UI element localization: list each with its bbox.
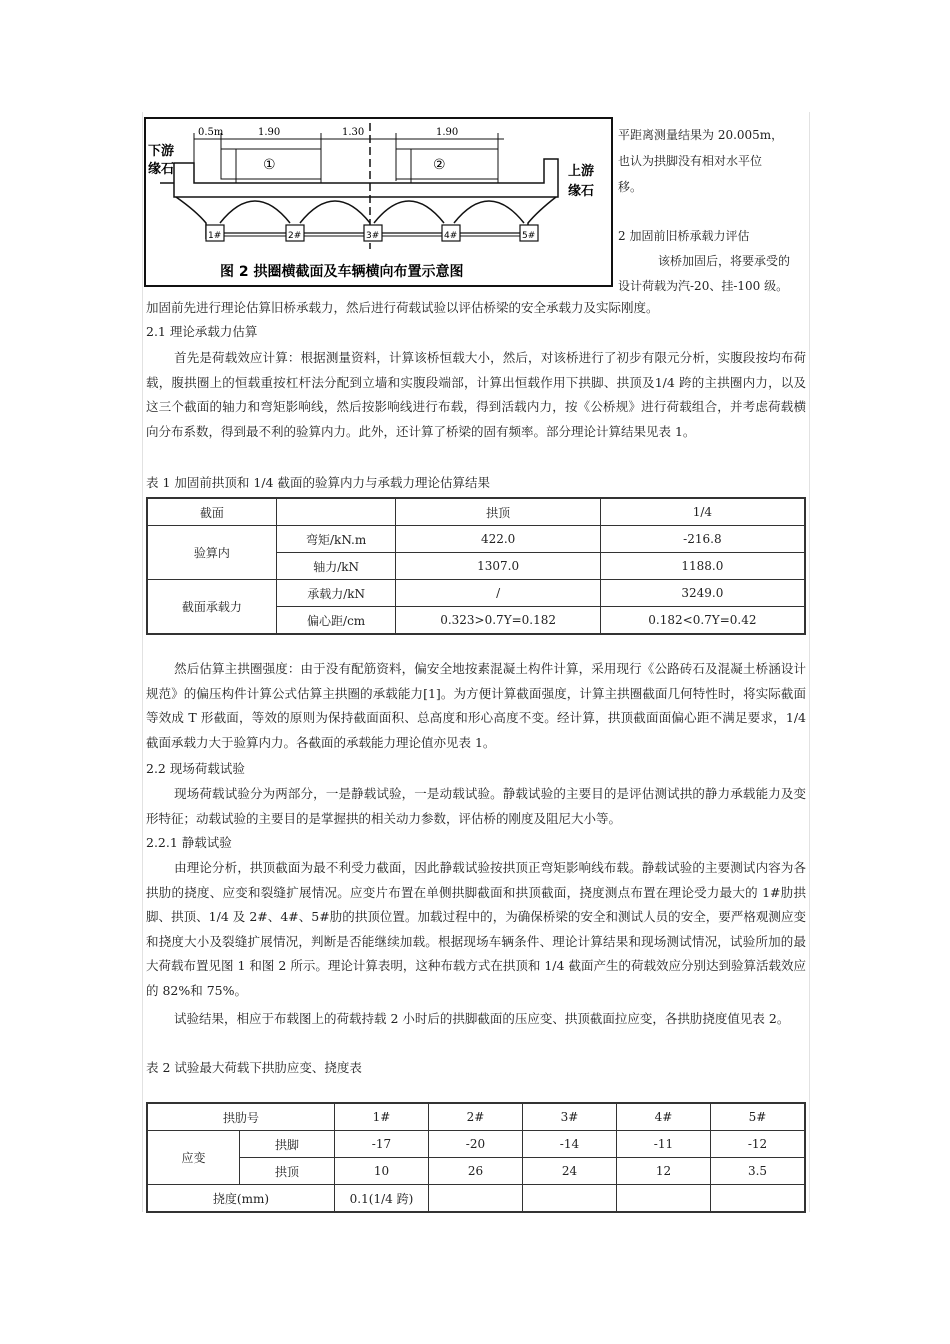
side-line-4: 该桥加固后，将要承受的 [658, 254, 791, 268]
side-line-2: 也认为拱脚没有相对水平位 [618, 154, 763, 168]
table-cell: 24 [522, 1158, 616, 1185]
dim-0-5m: 0.5m [198, 127, 224, 138]
table-header-cell: 5# [710, 1103, 805, 1131]
table-2-caption: 表 2 试验最大荷载下拱肋应变、挠度表 [146, 1060, 362, 1075]
table-cell: 3249.0 [600, 580, 805, 607]
vehicle-1-marker: ① [263, 157, 276, 173]
table-header-cell [276, 498, 396, 526]
rib-4-label: 4# [444, 231, 458, 241]
table-cell: 0.182<0.7Y=0.42 [600, 607, 805, 635]
vehicle-2-marker: ② [433, 157, 446, 173]
table-cell: 422.0 [396, 526, 600, 553]
rib-1-label: 1# [208, 231, 222, 241]
table-row [147, 1185, 805, 1213]
table-header-cell: 1# [334, 1103, 428, 1131]
upstream-label: 上游 [568, 164, 595, 179]
rib-5-label: 5# [522, 231, 536, 241]
heading-2-2: 2.2 现场荷载试验 [146, 761, 245, 776]
table-row [147, 1103, 805, 1131]
table-cell [522, 1185, 616, 1213]
table-cell: -20 [428, 1131, 522, 1158]
paragraph-strength-text: 然后估算主拱圈强度：由于没有配筋资料，偏安全地按素混凝土构件计算，采用现行《公路砖石及混凝土桥涵设计规范》的偏压构件计算公式估算主拱圈的承载能力[1]。为方便计算截面强度，计算主拱圈截面几何特性时，将实际截面等效成 T 形截面，等效的原则为保持截面面积、总高度和形心高度不变。经计算，拱顶截面面偏心距不满足要求，1/4 截面承载力大于验算内力。各截面的承载能力理论值亦见表 1。 [146, 661, 806, 750]
table-cell: 12 [616, 1158, 710, 1185]
table-row [147, 1158, 805, 1185]
table-cell: 3.5 [710, 1158, 805, 1185]
paragraph-static-test [146, 856, 806, 1003]
downstream-curb-label: 缘石 [148, 162, 175, 177]
heading-2-2-1: 2.2.1 静载试验 [146, 835, 232, 850]
paragraph-intro: 加固前先进行理论估算旧桥承载力，然后进行荷载试验以评估桥梁的安全承载力及实际刚度。 [146, 300, 659, 315]
table-cell: 10 [334, 1158, 428, 1185]
paragraph-results [146, 1007, 806, 1032]
paragraph-field-test [146, 782, 806, 831]
table-header-cell: 4# [616, 1103, 710, 1131]
table-cell [428, 1185, 522, 1213]
side-line-3: 移。 [618, 180, 643, 194]
table-row [147, 580, 805, 607]
table-cell: 弯矩/kN.m [276, 526, 396, 553]
table-cell: / [396, 580, 600, 607]
table-cell: 承载力/kN [276, 580, 396, 607]
table-row [147, 1131, 805, 1158]
table-cell: 挠度(mm) [147, 1185, 334, 1213]
arch-cross-section-diagram [146, 119, 611, 285]
table-header-cell: 拱肋号 [147, 1103, 334, 1131]
paragraph-results-text: 试验结果，相应于布载图上的荷载持载 2 小时后的拱脚截面的压应变、拱顶截面拉应变，各拱肋挠度值见表 2。 [174, 1011, 790, 1026]
rib-2-label: 2# [288, 231, 302, 241]
table-cell [616, 1185, 710, 1213]
table-cell: 1307.0 [396, 553, 600, 580]
side-line-1: 平距离测量结果为 20.005m， [618, 128, 784, 142]
dim-1-90-right: 1.90 [436, 127, 459, 138]
table-group-cell: 截面承载力 [147, 580, 276, 635]
table-header-cell: 拱顶 [396, 498, 600, 526]
table-2 [146, 1102, 806, 1213]
figure-2 [144, 117, 613, 287]
table-cell: 26 [428, 1158, 522, 1185]
table-cell [710, 1185, 805, 1213]
table-header-cell: 3# [522, 1103, 616, 1131]
downstream-label: 下游 [148, 144, 175, 159]
table-cell: 0.1(1/4 跨) [334, 1185, 428, 1213]
table-group-cell: 应变 [147, 1131, 239, 1185]
table-cell: 1188.0 [600, 553, 805, 580]
dim-1-90-left: 1.90 [258, 127, 281, 138]
table-cell: -14 [522, 1131, 616, 1158]
table-1-caption: 表 1 加固前拱顶和 1/4 截面的验算内力与承载力理论估算结果 [146, 475, 490, 490]
table-header-cell: 1/4 [600, 498, 805, 526]
table-row [147, 498, 805, 526]
dim-1-30: 1.30 [342, 127, 365, 138]
figure-caption: 图 2 拱圈横截面及车辆横向布置示意图 [220, 264, 464, 280]
side-line-5: 设计荷载为汽-20、挂-100 级。 [618, 279, 789, 293]
rib-3-label: 3# [366, 231, 380, 241]
table-row [147, 526, 805, 553]
table-header-cell: 截面 [147, 498, 276, 526]
table-cell: 偏心距/cm [276, 607, 396, 635]
table-cell: -17 [334, 1131, 428, 1158]
section-2-heading: 2 加固前旧桥承载力评估 [618, 229, 750, 243]
table-cell: 轴力/kN [276, 553, 396, 580]
table-group-cell: 验算内 [147, 526, 276, 580]
table-1 [146, 497, 806, 635]
paragraph-strength [146, 657, 806, 755]
table-cell: 拱顶 [239, 1158, 334, 1185]
table-cell: -216.8 [600, 526, 805, 553]
paragraph-load-effect [146, 346, 806, 444]
table-cell: -11 [616, 1131, 710, 1158]
table-cell: 0.323>0.7Y=0.182 [396, 607, 600, 635]
heading-2-1: 2.1 理论承载力估算 [146, 324, 258, 339]
paragraph-load-effect-text: 首先是荷载效应计算：根据测量资料，计算该桥恒载大小，然后，对该桥进行了初步有限元分析，实腹段按均布荷载，腹拱圈上的恒载重按杠杆法分配到立墙和实腹段端部，计算出恒载作用下拱脚、拱顶及1/4 跨的主拱圈内力，以及这三个截面的轴力和弯矩影响线，然后按影响线进行布载，得到活载内力，按《公桥规》进行荷载组合，并考虑荷载横向分布系数，得到最不利的验算内力。此外，还计算了桥梁的固有频率。部分理论计算结果见表 1。 [146, 350, 806, 439]
table-cell: -12 [710, 1131, 805, 1158]
paragraph-field-test-text: 现场荷载试验分为两部分，一是静载试验，一是动载试验。静载试验的主要目的是评估测试拱的静力承载能力及变形特征；动载试验的主要目的是掌握拱的相关动力参数，评估桥的刚度及阻尼大小等。 [146, 786, 806, 826]
paragraph-static-test-text: 由理论分析，拱顶截面为最不利受力截面，因此静载试验按拱顶正弯矩影响线布载。静载试验的主要测试内容为各拱肋的挠度、应变和裂缝扩展情况。应变片布置在单侧拱脚截面和拱顶截面，挠度测点布置在理论受力最大的 1#肋拱脚、拱顶、1/4 及 2#、4#、5#肋的拱顶位置。加载过程中的，为确保桥梁的安全和测试人员的安全，要严格观测应变和挠度大小及裂缝扩展情况，判断是否能继续加载。根据现场车辆条件、理论计算结果和现场测试情况，试验所加的最大荷载布置见图 1 和图 2 所示。理论计算表明，这种布载方式在拱顶和 1/4 截面产生的荷载效应分别达到验算活载效应的 82%和 75%。 [146, 860, 806, 998]
table-header-cell: 2# [428, 1103, 522, 1131]
table-cell: 拱脚 [239, 1131, 334, 1158]
upstream-curb-label: 缘石 [568, 184, 595, 199]
